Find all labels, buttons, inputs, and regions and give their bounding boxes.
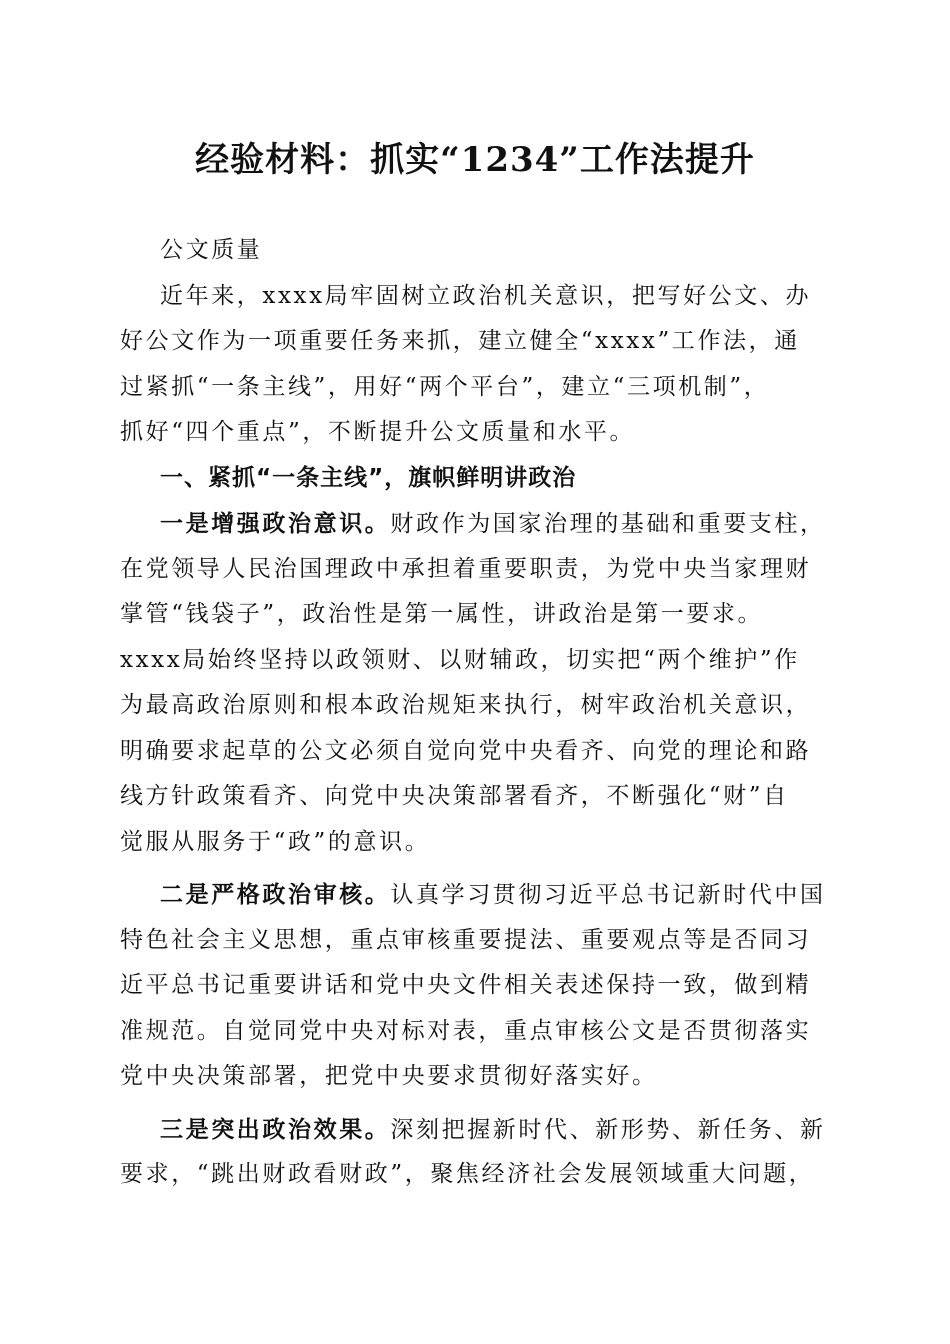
paragraph-line: 线方针政策看齐、向党中央决策部署看齐，不断强化“财”自	[120, 783, 789, 809]
paragraph-lead: 二是严格政治审核。	[160, 881, 391, 908]
paragraph-lead: 一是增强政治意识。	[160, 510, 391, 537]
section-heading: 一、紧抓“一条主线”，旗帜鲜明讲政治	[160, 464, 577, 491]
document-title: 经验材料：抓实“1234”工作法提升	[195, 140, 755, 180]
title-continuation: 公文质量	[160, 237, 263, 263]
paragraph-line: xxxx局始终坚持以政领财、以财辅政，切实把“两个维护”作	[120, 646, 800, 673]
paragraph-line: 在党领导人民治国理政中承担着重要职责，为党中央当家理财	[120, 555, 812, 582]
paragraph-line: 近平总书记重要讲话和党中央文件相关表述保持一致，做到精	[120, 972, 812, 998]
paragraph-text: 认真学习贯彻习近平总书记新时代中国	[390, 882, 826, 908]
intro-line: 近年来，xxxx局牢固树立政治机关意识，把写好公文、办	[160, 282, 812, 309]
document-body	[120, 228, 832, 1198]
paragraph-lead: 三是突出政治效果。	[160, 1115, 391, 1143]
paragraph-line: 掌管“钱袋子”，政治性是第一属性，讲政治是第一要求。	[120, 601, 764, 627]
paragraph-line: 要求，“跳出财政看财政”，聚焦经济社会发展领域重大问题，	[120, 1161, 815, 1187]
intro-line: 过紧抓“一条主线”，用好“两个平台”，建立“三项机制”，	[120, 373, 770, 400]
paragraph-first-line	[120, 501, 832, 547]
paragraph-line: 明确要求起草的公文必须自觉向党中央看齐、向党的理论和路	[120, 737, 812, 764]
paragraph-spacer	[120, 1100, 832, 1107]
paragraph-line: 准规范。自觉同党中央对标对表，重点审核公文是否贯彻落实	[120, 1017, 812, 1044]
paragraph-text: 财政作为国家治理的基础和重要支柱，	[390, 511, 826, 537]
paragraph-first-line	[120, 872, 832, 918]
paragraph-line: 党中央决策部署，把党中央要求贯彻好落实好。	[120, 1063, 658, 1089]
paragraph-spacer	[120, 865, 832, 872]
paragraph-line: 特色社会主义思想，重点审核重要提法、重要观点等是否同习	[120, 926, 812, 953]
paragraph-line: 觉服从服务于“政”的意识。	[120, 828, 431, 855]
intro-line: 抓好“四个重点”，不断提升公文质量和水平。	[120, 419, 636, 445]
paragraph-first-line	[120, 1107, 832, 1153]
paragraph-line: 为最高政治原则和根本政治规矩来执行，树牢政治机关意识，	[120, 692, 812, 718]
intro-line: 好公文作为一项重要任务来抓，建立健全“xxxx”工作法，通	[120, 328, 800, 354]
paragraph-text: 深刻把握新时代、新形势、新任务、新	[390, 1116, 826, 1143]
